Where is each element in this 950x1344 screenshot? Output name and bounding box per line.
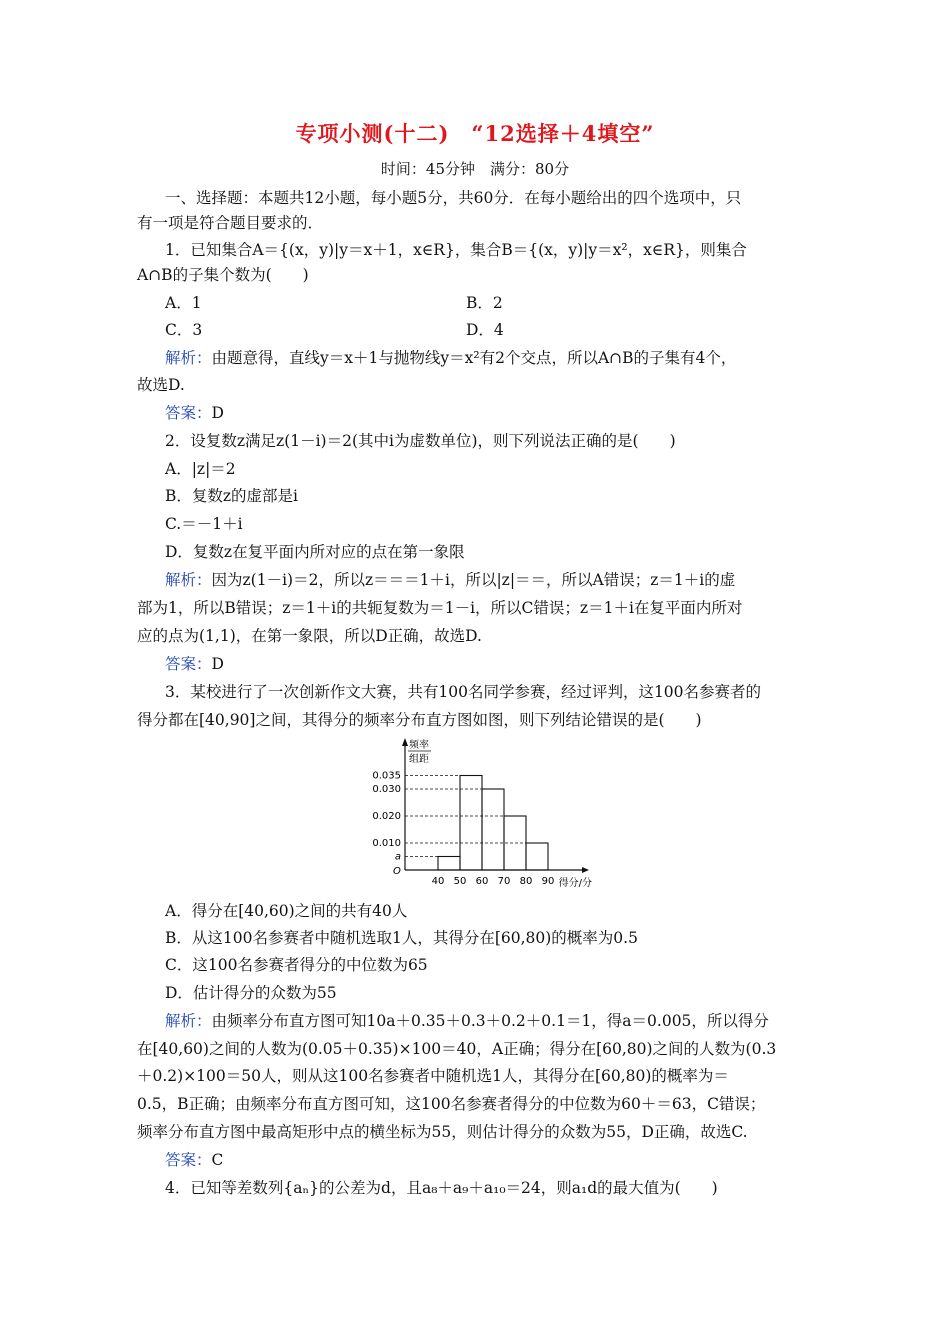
q2-solution-line-3: 应的点为(1,1)，在第一象限，所以D正确，故选D.: [137, 627, 482, 645]
y-tick-label-5: 0.035: [372, 770, 401, 782]
page-subtitle: 时间：45分钟 满分：80分: [380, 160, 570, 178]
q1-solution-text: 由题意得，直线y＝x＋1与抛物线y＝x²有2个交点，所以A∩B的子集有4个，: [211, 349, 737, 367]
x-tick-label-80: 80: [519, 876, 533, 887]
y-tick-label-4: 0.030: [372, 784, 401, 795]
q1-stem-line-2: A∩B的子集个数为( ): [137, 266, 309, 284]
q1-stem-line-1: 1．已知集合A＝{(x，y)|y＝x＋1，x∈R}，集合B＝{(x，y)|y＝x²，x∈R}，则集合: [165, 241, 747, 259]
q1-solution-label: 解析：: [165, 349, 212, 367]
y-axis-label-top: 频率: [409, 740, 429, 751]
q2-answer-label: 答案：: [165, 655, 212, 673]
q3-option-d: D．估计得分的众数为55: [165, 984, 337, 1002]
q2-solution-label: 解析：: [165, 571, 212, 589]
page-title: 专项小测(十二) “12选择＋4填空”: [295, 121, 655, 146]
q3-solution-line-1: [165, 1011, 769, 1031]
section-intro-line-1: 一、选择题：本题共12小题，每小题5分，共60分．在每小题给出的四个选项中，只: [165, 189, 742, 207]
x-tick-label-90: 90: [541, 876, 555, 887]
q3-option-a: A．得分在[40,60)之间的共有40人: [165, 902, 408, 920]
q1-option-d: D．4: [466, 321, 504, 339]
q1-answer: [165, 403, 224, 423]
y-tick-label-1: a: [394, 851, 401, 863]
q2-solution-line-2: 部为1，所以B错误；z＝1＋i的共轭复数为＝1－i，所以C错误；z＝1＋i在复平面内所对: [137, 599, 743, 617]
origin-label: O: [393, 866, 401, 877]
q1-option-c: C．3: [165, 321, 203, 339]
y-tick-label-3: 0.020: [372, 811, 401, 822]
histogram-bar-5: [526, 843, 548, 870]
q2-stem: 2．设复数z满足z(1－i)＝2(其中i为虚数单位)，则下列说法正确的是( ): [165, 432, 676, 450]
x-axis-label: 得分/分: [558, 878, 592, 889]
frequency-histogram: [360, 732, 620, 892]
q3-option-c: C．这100名参赛者得分的中位数为65: [165, 956, 428, 974]
q2-answer: [165, 654, 224, 674]
y-axis-arrow: [402, 738, 408, 746]
q3-solution-line-5: 频率分布直方图中最高矩形中点的横坐标为55，则估计得分的众数为55，D正确，故选C.: [137, 1123, 748, 1141]
q2-option-b: B．复数z的虚部是i: [165, 487, 299, 505]
q1-option-a: A．1: [165, 294, 202, 312]
q1-option-b: B．2: [466, 294, 503, 312]
q2-option-c: C.＝－1＋i: [165, 515, 243, 533]
q3-stem-line-1: 3．某校进行了一次创新作文大赛，共有100名同学参赛，经过评判，这100名参赛者的: [165, 683, 762, 701]
q3-solution-line-3: ＋0.2)×100＝50人，则从这100名参赛者中随机选1人，其得分在[60,80)的概率为＝: [137, 1067, 729, 1085]
q2-solution-text: 因为z(1－i)＝2，所以z＝＝＝1＋i，所以|z|＝＝，所以A错误；z＝1＋i的虚: [211, 571, 736, 589]
histogram-bar-1: [438, 857, 460, 871]
q3-answer: [165, 1150, 223, 1170]
q1-answer-value: D: [211, 404, 224, 422]
y-axis-label-bottom: 组距: [409, 754, 429, 765]
q3-solution-label: 解析：: [165, 1012, 212, 1030]
x-axis-arrow: [582, 867, 589, 873]
q3-answer-label: 答案：: [165, 1151, 212, 1169]
q2-solution-line-1: [165, 570, 735, 590]
q3-option-b: B．从这100名参赛者中随机选取1人，其得分在[60,80)的概率为0.5: [165, 929, 638, 947]
q1-answer-label: 答案：: [165, 404, 212, 422]
q3-solution-line-2: 在[40,60)之间的人数为(0.05＋0.35)×100＝40，A正确；得分在[60,80)之间的人数为(0.3: [137, 1040, 777, 1058]
q1-solution-line-1: [165, 348, 736, 368]
q3-answer-value: C: [211, 1151, 224, 1169]
q1-solution-line-2: 故选D.: [137, 376, 185, 394]
x-tick-label-70: 70: [497, 876, 511, 887]
histogram-bar-3: [482, 789, 504, 870]
q2-option-a: A．|z|＝2: [165, 460, 236, 478]
q3-solution-text: 由频率分布直方图可知10a＋0.35＋0.3＋0.2＋0.1＝1，得a＝0.005，所以得分: [211, 1012, 769, 1030]
histogram-bar-2: [460, 776, 482, 871]
x-tick-label-60: 60: [475, 876, 489, 887]
section-intro-line-2: 有一项是符合题目要求的．: [137, 214, 324, 232]
q4-stem: 4．已知等差数列{aₙ}的公差为d，且a₈＋a₉＋a₁₀＝24，则a₁d的最大值为( ): [165, 1179, 718, 1197]
y-tick-label-2: 0.010: [372, 838, 401, 849]
x-tick-label-40: 40: [431, 876, 445, 887]
q2-answer-value: D: [211, 655, 224, 673]
q2-option-d: D．复数z在复平面内所对应的点在第一象限: [165, 543, 465, 561]
q3-solution-line-4: 0.5，B正确；由频率分布直方图可知，这100名参赛者得分的中位数为60＋＝63，C错误；: [137, 1095, 766, 1113]
x-tick-label-50: 50: [453, 876, 467, 887]
q3-stem-line-2: 得分都在[40,90]之间，其得分的频率分布直方图如图，则下列结论错误的是( ): [137, 711, 702, 729]
